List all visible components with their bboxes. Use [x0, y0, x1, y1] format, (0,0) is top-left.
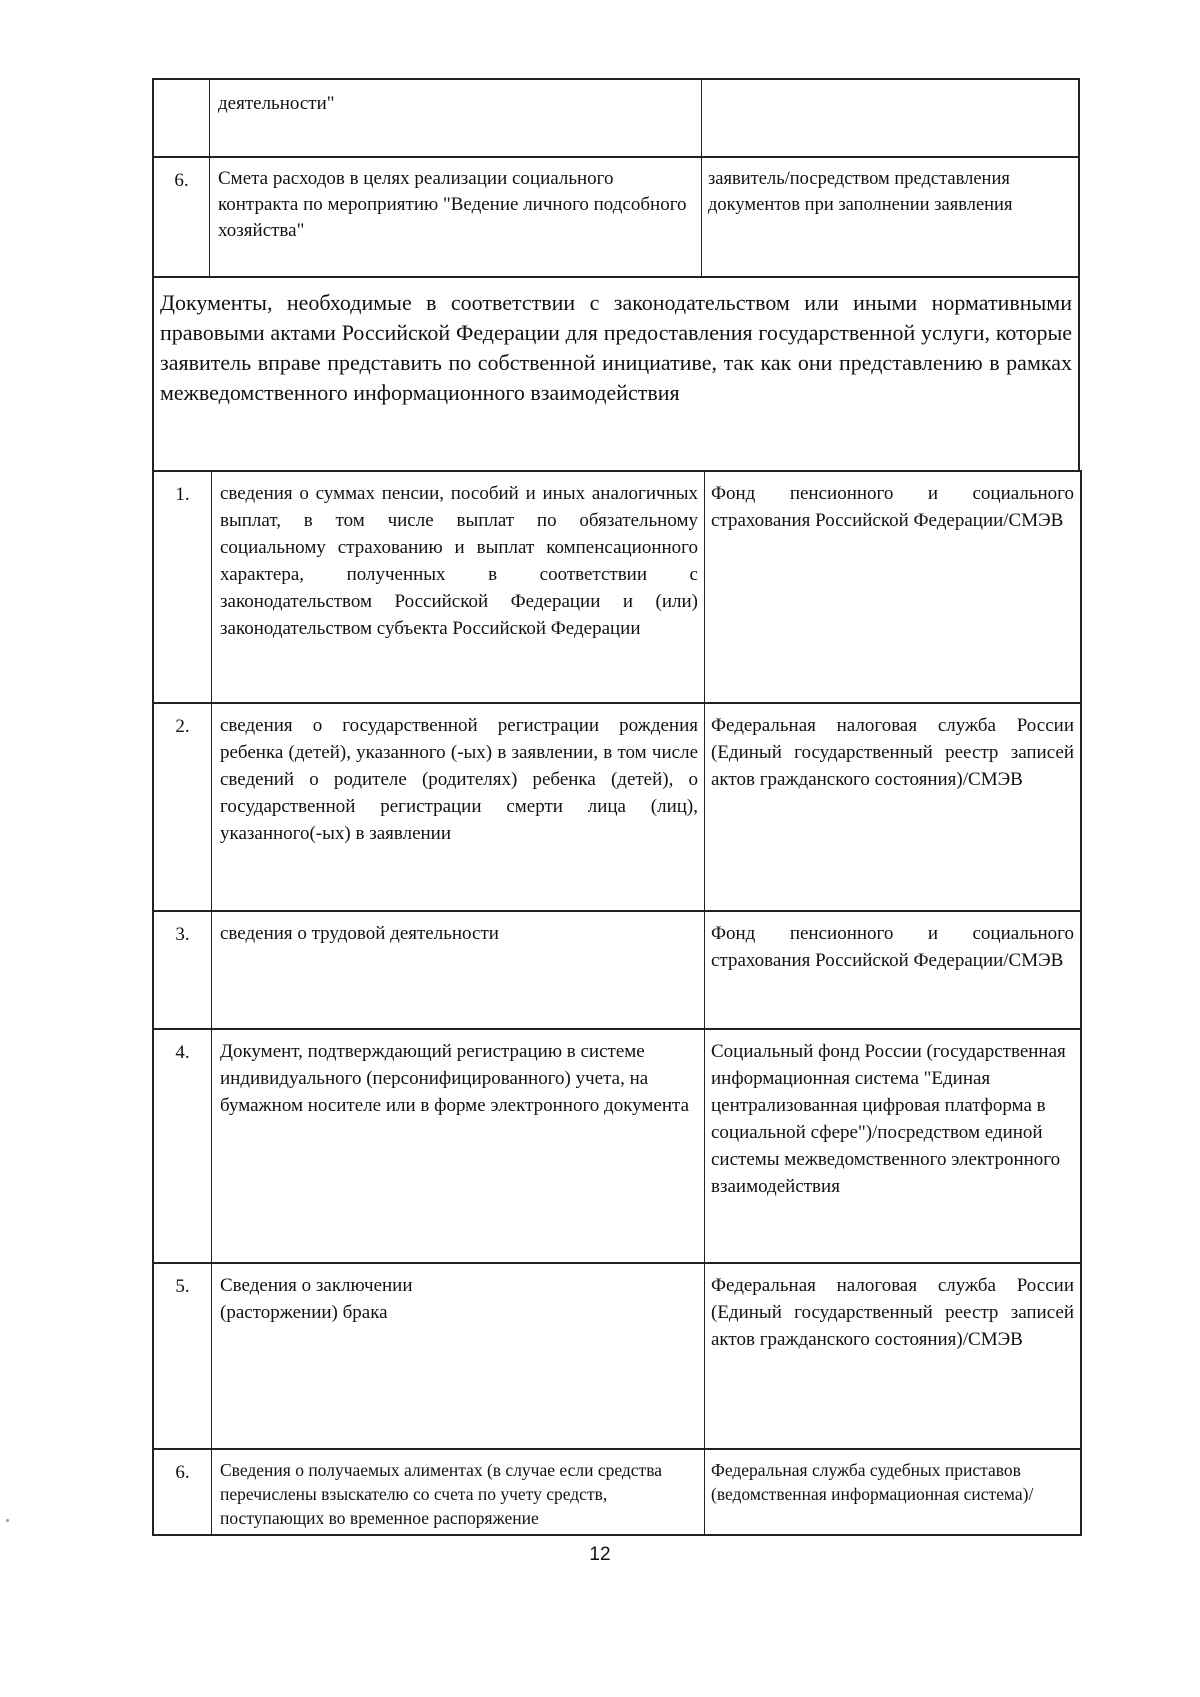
table-row	[152, 1448, 1082, 1536]
document-cell: Сведения о заключении (расторжении) брака	[212, 1262, 705, 1448]
document-cell	[210, 80, 702, 156]
document-cell: сведения о суммах пенсии, пособий и иных аналогичных выплат, в том числе выплат по обязательному социальному страхованию и выплат компенсационного характера, полученных в соответствии с законодательством Российской Федерации и (или) законодательством субъекта Российской Федерации	[212, 470, 705, 702]
table-row	[152, 470, 1082, 704]
row-number-cell	[154, 80, 210, 156]
source-cell: Фонд пенсионного и социального страхования Российской Федерации/СМЭВ	[711, 923, 1074, 971]
source-cell: заявитель/посредством представления документов при заполнении заявления	[708, 169, 1013, 215]
page-number: 12	[589, 1544, 611, 1565]
section-heading-box	[152, 276, 1080, 472]
table-row	[152, 910, 1082, 1030]
source-cell: Социальный фонд России (государственная информационная система "Единая централизованная цифровая платформа в социальной сфере")/посредством единой системы межведомственного электронного взаимодействия	[711, 1041, 1066, 1197]
row-number: 2.	[154, 702, 212, 910]
table-row	[152, 156, 1080, 278]
source-cell	[702, 80, 1078, 156]
source-cell: Фонд пенсионного и социального страхования Российской Федерации/СМЭВ	[711, 483, 1074, 531]
table-row	[152, 1028, 1082, 1264]
row-number: 1.	[154, 470, 212, 702]
document-cell: сведения о трудовой деятельности	[212, 910, 705, 1028]
continuation-text: деятельности"	[218, 93, 335, 114]
row-number: 6.	[154, 156, 210, 276]
document-cell: сведения о государственной регистрации рождения ребенка (детей), указанного (-ых) в заявлении, в том числе сведений о родителе (родителях) ребенка (детей), о государственной регистрации смерти лица (лиц), указанного(-ых) в заявлении	[212, 702, 705, 910]
source-cell: Федеральная налоговая служба России (Единый государственный реестр записей актов гражданского состояния)/СМЭВ	[711, 1275, 1074, 1350]
table-row	[152, 1262, 1082, 1450]
scan-speck	[6, 1519, 9, 1522]
row-number: 3.	[154, 910, 212, 1028]
row-number: 5.	[154, 1262, 212, 1448]
source-cell: Федеральная налоговая служба России (Единый государственный реестр записей актов гражданского состояния)/СМЭВ	[711, 715, 1074, 790]
source-cell: Федеральная служба судебных приставов (ведомственная информационная система)/	[711, 1460, 1034, 1504]
table-row	[152, 78, 1080, 158]
document-cell: Смета расходов в целях реализации социального контракта по мероприятию "Ведение личного подсобного хозяйства"	[210, 156, 702, 276]
section-heading: Документы, необходимые в соответствии с законодательством или иными нормативными правовыми актами Российской Федерации для предоставления государственной услуги, которые заявитель вправе представить по собственной инициативе, так как они представлению в рамках межведомственного информационного взаимодействия	[160, 290, 1072, 405]
row-number: 4.	[154, 1028, 212, 1262]
row-number: 6.	[154, 1448, 212, 1534]
document-cell: Сведения о получаемых алиментах (в случае если средства перечислены взыскателю со счета по учету средств, поступающих во временное распоряжение	[212, 1448, 705, 1534]
table-row	[152, 702, 1082, 912]
document-cell: Документ, подтверждающий регистрацию в системе индивидуального (персонифицированного) учета, на бумажном носителе или в форме электронного документа	[212, 1028, 705, 1262]
